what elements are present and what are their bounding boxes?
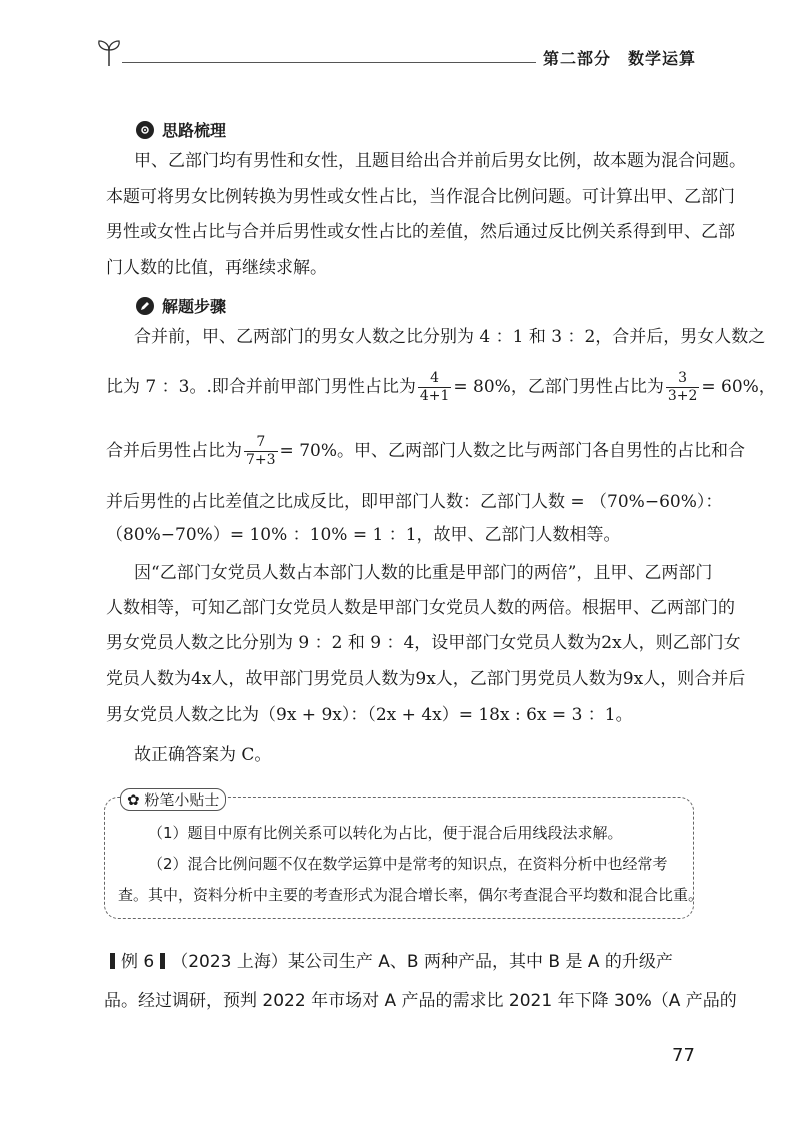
example-line: 品。经过调研，预判 2022 年市场对 A 产品的需求比 2021 年下降 30%（A 产品的 <box>104 991 737 1011</box>
paragraph-line: 甲、乙部门均有男性和女性，且题目给出合并前后男女比例，故本题为混合问题。 <box>134 151 746 171</box>
tip-line: （2）混合比例问题不仅在数学运算中是常考的知识点，在资料分析中也经常考 <box>148 855 668 873</box>
page-number: 77 <box>672 1045 695 1066</box>
paragraph-line: 男女党员人数之比分别为 9 ：2 和 9 ：4，设甲部门女党员人数为2x人，则乙部门女 <box>106 633 741 653</box>
text-run: = 60%， <box>701 377 776 397</box>
paragraph-line: 并后男性的占比差值之比成反比，即甲部门人数：乙部门人数 = （70%−60%）： <box>106 492 723 512</box>
example-label: 例 6 <box>121 952 155 972</box>
numerator: 4 <box>418 370 452 388</box>
text-run: 比为 7 ：3。.即合并前甲部门男性占比为 <box>106 377 416 397</box>
paragraph-line: 男女党员人数之比为（9x + 9x）：（2x + 4x）= 18x : 6x = 3 ：1。 <box>106 705 633 725</box>
page-header <box>96 32 696 72</box>
fraction <box>418 370 452 405</box>
tip-line: 查。其中，资料分析中主要的考查形式为混合增长率，偶尔考查混合平均数和混合比重。 <box>118 886 704 904</box>
paragraph-line: 男性或女性占比与合并后男性或女性占比的差值，然后通过反比例关系得到甲、乙部 <box>106 222 735 242</box>
section-heading-analysis <box>136 118 226 141</box>
section-heading-text: 思路梳理 <box>162 121 227 140</box>
paragraph-line: 因“乙部门女党员人数占本部门人数的比重是甲部门的两倍”，且甲、乙两部门 <box>134 563 713 583</box>
paragraph-line: （80%−70%）= 10% ：10% = 1 ：1，故甲、乙部门人数相等。 <box>106 525 621 545</box>
denominator: 3+2 <box>667 388 698 404</box>
paragraph-line: 人数相等，可知乙部门女党员人数是甲部门女党员人数的两倍。根据甲、乙两部门的 <box>106 598 735 618</box>
header-rule <box>122 62 536 63</box>
sprout-icon: ✿ <box>127 791 140 809</box>
denominator: 7+3 <box>246 452 276 468</box>
fraction <box>666 370 700 405</box>
gear-icon <box>136 121 154 139</box>
formula-line <box>106 370 776 405</box>
header-title: 第二部分 数学运算 <box>542 49 696 68</box>
example-text: （2023 上海）某公司生产 A、B 两种产品，其中 B 是 A 的升级产 <box>171 952 673 972</box>
tip-label-text: 粉笔小贴士 <box>144 791 220 809</box>
section-heading-text: 解题步骤 <box>162 297 227 316</box>
sprout-icon <box>96 38 122 68</box>
example-line <box>104 947 673 972</box>
section-heading-steps <box>136 294 226 317</box>
paragraph-line: 合并前，甲、乙两部门的男女人数之比分别为 4 ：1 和 3 ：2，合并后，男女人数之 <box>134 327 766 347</box>
answer-line: 故正确答案为 C。 <box>134 745 272 765</box>
numerator: 7 <box>244 434 278 452</box>
text-run: = 70%。甲、乙两部门人数之比与两部门各自男性的占比和合 <box>279 441 745 461</box>
paragraph-line: 门人数的比值，再继续求解。 <box>106 258 327 278</box>
fraction <box>244 434 278 469</box>
example-bar-left <box>110 953 115 969</box>
formula-line <box>106 434 745 469</box>
paragraph-line: 本题可将男女比例转换为男性或女性占比，当作混合比例问题。可计算出甲、乙部门 <box>106 187 735 207</box>
paragraph-line: 党员人数为4x人，故甲部门男党员人数为9x人，乙部门男党员人数为9x人，则合并后 <box>106 669 746 689</box>
text-run: 合并后男性占比为 <box>106 441 242 461</box>
numerator: 3 <box>666 370 700 388</box>
example-bar-right <box>160 953 165 969</box>
text-run: = 80%，乙部门男性占比为 <box>453 377 664 397</box>
pencil-icon <box>136 297 154 315</box>
denominator: 4+1 <box>419 388 450 404</box>
tip-line: （1）题目中原有比例关系可以转化为占比，便于混合后用线段法求解。 <box>148 824 623 842</box>
tip-label <box>120 788 226 811</box>
